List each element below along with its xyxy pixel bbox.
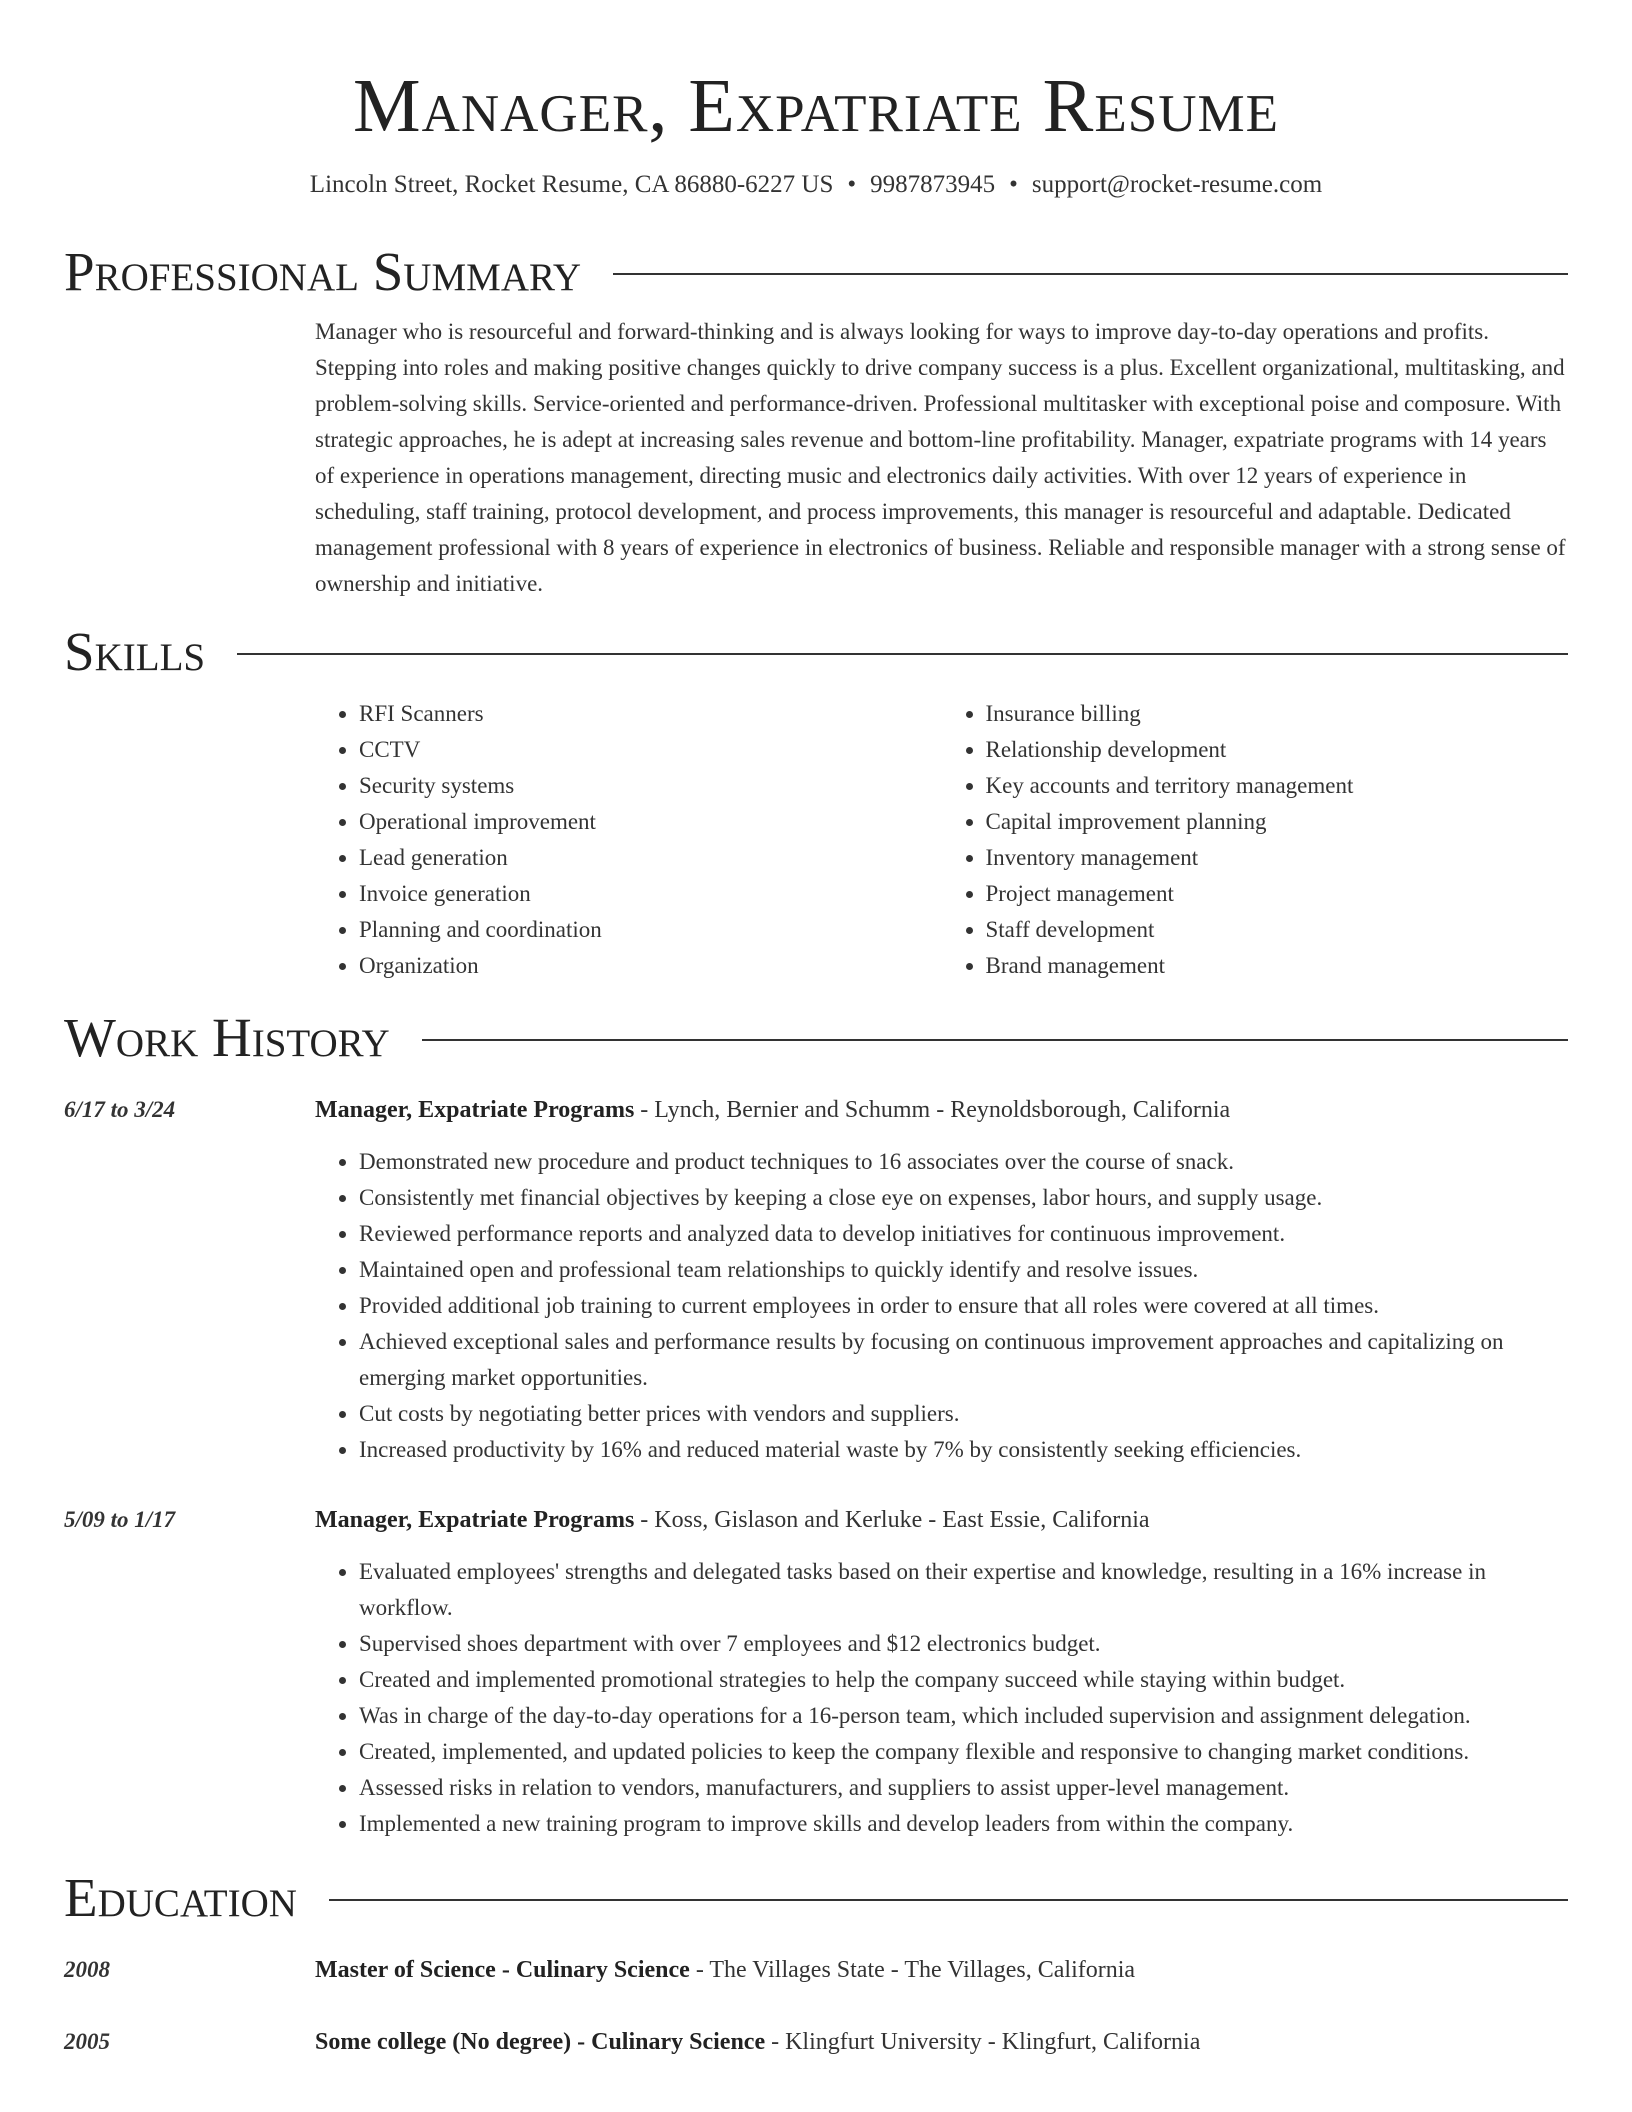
job-employer: - Koss, Gislason and Kerluke - East Essie, California — [634, 1507, 1150, 1533]
skill-item: • Lead generation — [359, 840, 942, 876]
education-content — [315, 1952, 1568, 1988]
skill-item: • Inventory management — [986, 840, 1569, 876]
skill-item: • Organization — [359, 948, 942, 984]
skill-item: • Relationship development — [986, 732, 1569, 768]
education-degree: Some college (No degree) - Culinary Science — [315, 2029, 766, 2055]
separator-dot: • — [1009, 171, 1018, 198]
skills-heading: Skills — [64, 621, 206, 682]
section-divider — [422, 1039, 1568, 1041]
job-bullet: • Increased productivity by 16% and reduced material waste by 7% by consistently seeking efficiencies. — [359, 1432, 1568, 1468]
job-bullet: • Achieved exceptional sales and performance results by focusing on continuous improvement approaches and capitalizing on emerging market opportunities. — [359, 1324, 1568, 1396]
job-entry — [64, 1502, 1568, 1842]
job-bullet: • Created and implemented promotional strategies to help the company succeed while staying within budget. — [359, 1662, 1568, 1698]
education-line — [315, 2024, 1568, 2060]
section-divider — [237, 653, 1568, 655]
summary-heading: Professional Summary — [64, 241, 582, 302]
education-school: - The Villages State - The Villages, California — [689, 1957, 1136, 1983]
section-divider — [613, 273, 1568, 275]
education-date: 2005 — [64, 2029, 110, 2054]
education-heading: Education — [64, 1867, 297, 1928]
work-heading: Work History — [64, 1007, 390, 1068]
job-bullet: • Maintained open and professional team relationships to quickly identify and resolve issues. — [359, 1252, 1568, 1288]
job-date: 5/09 to 1/17 — [64, 1507, 176, 1532]
skill-item: • Project management — [986, 876, 1569, 912]
skill-item: • RFI Scanners — [359, 696, 942, 732]
job-content — [315, 1092, 1568, 1468]
skill-item: • Planning and coordination — [359, 912, 942, 948]
education-date: 2008 — [64, 1957, 110, 1982]
job-entry — [64, 1092, 1568, 1468]
section-divider — [329, 1899, 1568, 1901]
skill-item: • Brand management — [986, 948, 1569, 984]
contact-line — [64, 168, 1568, 202]
skill-item: • Key accounts and territory management — [986, 768, 1569, 804]
job-bullet: • Demonstrated new procedure and product techniques to 16 associates over the course of snack. — [359, 1144, 1568, 1180]
job-date: 6/17 to 3/24 — [64, 1097, 176, 1122]
skills-column-left — [315, 696, 942, 984]
summary-text: Manager who is resourceful and forward-thinking and is always looking for ways to improve day-to-day operations and profits. Stepping into roles and making positive changes quickly to drive company success is a plus. Excellent organizational, multitasking, and problem-solving skills. Service-oriented and performance-driven. Professional multitasker with exceptional poise and composure. With strategic approaches, he is adept at increasing sales revenue and bottom-line profitability. Manager, expatriate programs with 14 years of experience in operations management, directing music and electronics daily activities. With over 12 years of experience in scheduling, staff training, protocol development, and process improvements, this manager is resourceful and adaptable. Dedicated management professional with 8 years of experience in electronics of business. Reliable and responsible manager with a strong sense of ownership and initiative. — [315, 319, 1566, 596]
job-bullet: • Assessed risks in relation to vendors, manufacturers, and suppliers to assist upper-level management. — [359, 1770, 1568, 1806]
job-bullet: • Consistently met financial objectives by keeping a close eye on expenses, labor hours, and supply usage. — [359, 1180, 1568, 1216]
skill-item: • Insurance billing — [986, 696, 1569, 732]
job-bullet: • Implemented a new training program to improve skills and develop leaders from within the company. — [359, 1806, 1568, 1842]
education-line — [315, 1952, 1568, 1988]
skills-column-right — [942, 696, 1569, 984]
education-entry — [64, 2024, 1568, 2060]
phone: 9987873945 — [870, 171, 996, 198]
job-title: Manager, Expatriate Programs — [315, 1097, 635, 1123]
address: Lincoln Street, Rocket Resume, CA 86880-6227 US — [309, 171, 834, 198]
resume-title: Manager, Expatriate Resume — [353, 64, 1279, 148]
skills-list — [315, 696, 1568, 984]
separator-dot: • — [847, 171, 857, 198]
education-school: - Klingfurt University - Klingfurt, California — [765, 2029, 1201, 2055]
skill-item: • CCTV — [359, 732, 942, 768]
job-bullet: • Was in charge of the day-to-day operations for a 16-person team, which included supervision and assignment delegation. — [359, 1698, 1568, 1734]
job-content — [315, 1502, 1568, 1842]
job-bullet: • Reviewed performance reports and analyzed data to develop initiatives for continuous improvement. — [359, 1216, 1568, 1252]
job-bullet: • Cut costs by negotiating better prices with vendors and suppliers. — [359, 1396, 1568, 1432]
education-section-header — [64, 1866, 1568, 1930]
job-bullet: • Evaluated employees' strengths and delegated tasks based on their expertise and knowledge, resulting in a 16% increase in workflow. — [359, 1554, 1568, 1626]
summary-section-header — [64, 240, 1568, 304]
skill-item: • Invoice generation — [359, 876, 942, 912]
education-entry — [64, 1952, 1568, 1988]
email: support@rocket-resume.com — [1031, 171, 1323, 198]
skill-item: • Operational improvement — [359, 804, 942, 840]
job-title-line — [315, 1092, 1568, 1128]
job-title: Manager, Expatriate Programs — [315, 1507, 635, 1533]
job-bullet: • Created, implemented, and updated policies to keep the company flexible and responsive to changing market conditions. — [359, 1734, 1568, 1770]
work-section-header — [64, 1006, 1568, 1070]
job-bullets — [315, 1144, 1568, 1468]
job-bullets — [315, 1554, 1568, 1842]
resume-page — [64, 0, 1568, 2060]
skills-section-header — [64, 620, 1568, 684]
education-content — [315, 2024, 1568, 2060]
education-degree: Master of Science - Culinary Science — [315, 1957, 690, 1983]
job-title-line — [315, 1502, 1568, 1538]
skill-item: • Security systems — [359, 768, 942, 804]
skill-item: • Capital improvement planning — [986, 804, 1569, 840]
skill-item: • Staff development — [986, 912, 1569, 948]
job-employer: - Lynch, Bernier and Schumm - Reynoldsborough, California — [634, 1097, 1231, 1123]
job-bullet: • Supervised shoes department with over 7 employees and $12 electronics budget. — [359, 1626, 1568, 1662]
job-bullet: • Provided additional job training to current employees in order to ensure that all roles were covered at all times. — [359, 1288, 1568, 1324]
